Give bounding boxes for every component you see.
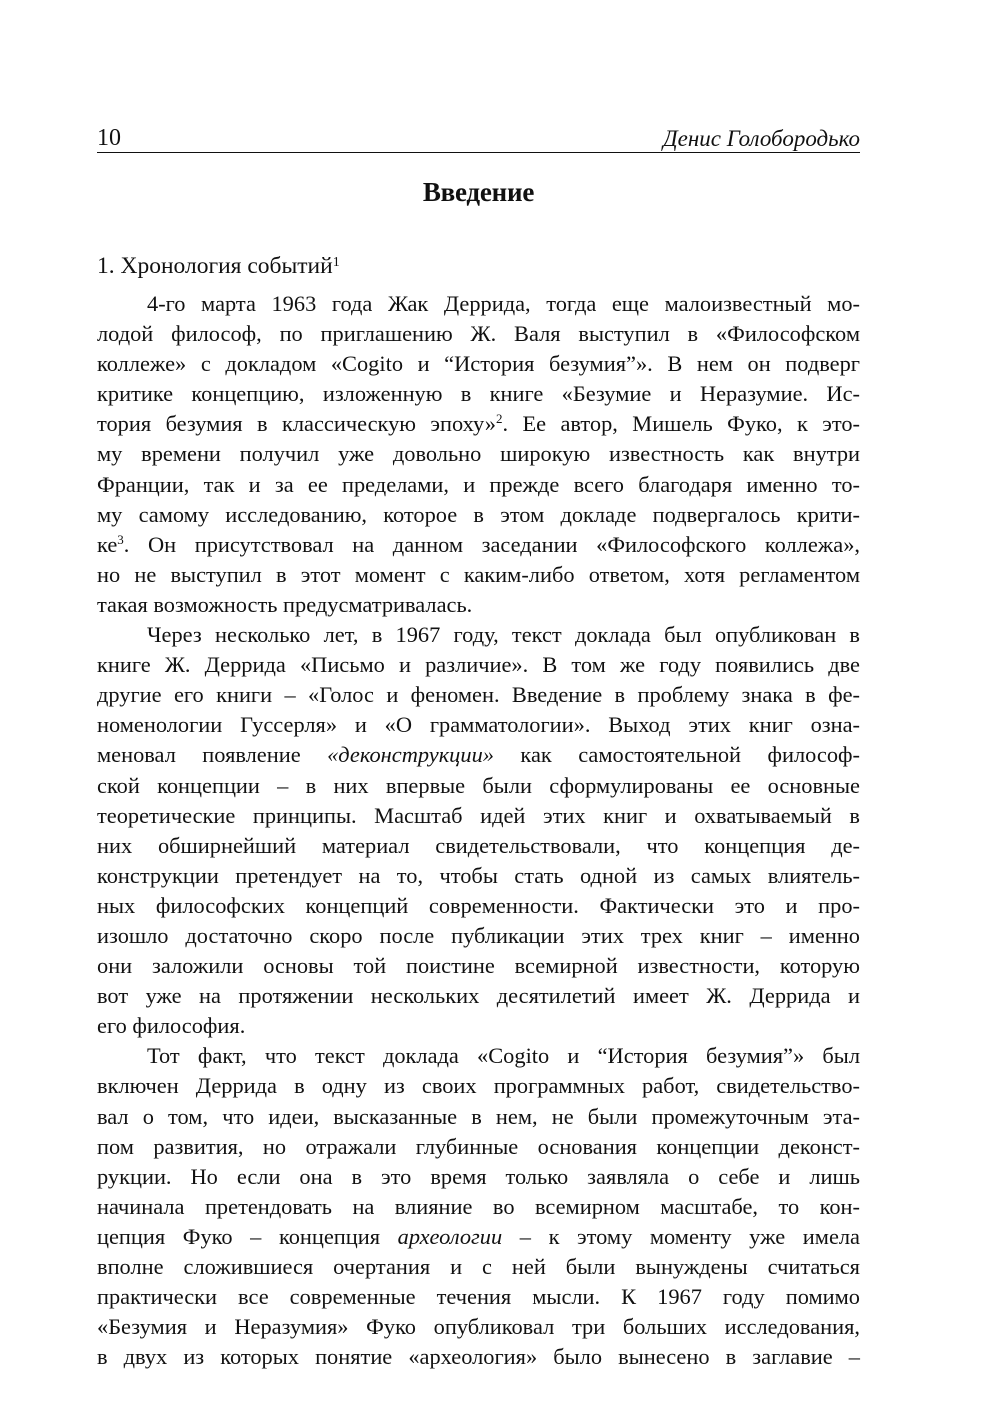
page-number: 10 xyxy=(97,125,121,151)
text-line: включен Деррида в одну из своих программных работ, свидетельство- xyxy=(97,1073,860,1099)
text-line: номенологии Гуссерля» и «О грамматологии». Выход этих книг озна- xyxy=(97,712,860,738)
text-line: пом развития, но отражали глубинные основания концепции деконст- xyxy=(97,1133,860,1159)
text-line: изошло достаточно скоро после публикации этих трех книг – именно xyxy=(97,922,860,948)
text-fragment: – к этому моменту уже имела xyxy=(502,1223,860,1249)
text-line xyxy=(97,530,860,560)
footnote-mark: 3 xyxy=(117,531,124,547)
text-line: лодой философ, по приглашению Ж. Валя выступил в «Философском xyxy=(97,321,860,347)
text-line xyxy=(97,409,860,439)
emphasized-term: археологии xyxy=(397,1223,503,1249)
section-heading-text: 1. Хронология событий xyxy=(97,253,333,279)
text-line: «Безумия и Неразумия» Фуко опубликовал три больших исследования, xyxy=(97,1314,860,1340)
text-line: но не выступил в этот момент с каким-либо ответом, хотя регламентом xyxy=(97,561,860,587)
paragraph-3 xyxy=(97,1041,860,1372)
text-line: они заложили основы той поистине всемирной известности, которую xyxy=(97,953,860,979)
paragraph-1 xyxy=(97,289,860,620)
paragraph-2 xyxy=(97,620,860,1041)
text-fragment: цепция Фуко – концепция xyxy=(97,1223,398,1249)
text-line xyxy=(97,740,860,770)
text-line: вполне сложившиеся очертания и с ней были вынуждены считаться xyxy=(97,1254,860,1279)
chapter-title: Введение xyxy=(422,177,535,207)
emphasized-term: «деконструкции» xyxy=(327,742,494,768)
text-fragment: . Он присутствовал на данном заседании «Философского коллежа», xyxy=(123,531,860,557)
text-line: критике концепцию, изложенную в книге «Безумие и Неразумие. Ис- xyxy=(97,381,860,407)
text-line xyxy=(97,1222,860,1252)
text-line: вот уже на протяжении нескольких десятилетий имеет Ж. Деррида и xyxy=(97,983,860,1009)
page-header xyxy=(97,118,860,153)
text-fragment: . Ее автор, Мишель Фуко, к это- xyxy=(502,411,860,437)
text-line: рукции. Но если она в это время только заявляла о себе и лишь xyxy=(97,1163,860,1189)
text-line: му времени получил уже довольно широкую известность как внутри xyxy=(97,441,860,467)
footnote-mark: 2 xyxy=(495,411,503,427)
text-line: вал о том, что идеи, высказанные в нем, не были промежуточным эта- xyxy=(97,1103,860,1129)
text-line: них обширнейший материал свидетельствовали, что концепция де- xyxy=(97,832,860,858)
text-line: ных философских концепций современности. Фактически это и про- xyxy=(97,892,860,918)
text-fragment: как самостоятельной философ- xyxy=(493,742,860,768)
text-line: другие его книги – «Голос и феномен. Введение в проблему знака в фе- xyxy=(97,682,860,708)
text-line: такая возможность предусматривалась. xyxy=(97,591,473,617)
text-line: Тот факт, что текст доклада «Cogito и “История безумия”» был xyxy=(147,1043,860,1069)
running-head-author: Денис Голобородько xyxy=(663,126,860,151)
text-line: Через несколько лет, в 1967 году, текст доклада был опубликован в xyxy=(147,622,860,648)
body-text xyxy=(97,289,860,1372)
text-line: конструкции претендует на то, чтобы стать одной из самых влиятель- xyxy=(97,862,860,888)
text-line: книге Ж. Деррида «Письмо и различие». В том же году появились две xyxy=(97,652,860,678)
text-line: му самому исследованию, которое в этом докладе подвергалось крити- xyxy=(97,501,860,527)
text-line: Франции, так и за ее пределами, и прежде всего благодаря именно то- xyxy=(97,471,860,497)
text-line: его философия. xyxy=(97,1013,246,1039)
text-line: начинала претендовать на влияние во всемирном масштабе, то кон- xyxy=(97,1193,860,1219)
text-line: в двух из которых понятие «археология» было вынесено в заглавие – xyxy=(97,1344,860,1370)
text-line: практически все современные течения мысли. К 1967 году помимо xyxy=(97,1284,860,1310)
footnote-mark: 1 xyxy=(332,255,340,270)
section-heading xyxy=(97,251,340,282)
text-line: теоретические принципы. Масштаб идей этих книг и охватываемый в xyxy=(97,802,860,828)
text-fragment: ке xyxy=(97,531,118,557)
text-line: ской концепции – в них впервые были сформулированы ее основные xyxy=(97,772,860,798)
text-fragment: меновал появление xyxy=(97,742,328,768)
text-line: коллеже» с докладом «Cogito и “История безумия”». В нем он подверг xyxy=(97,351,860,377)
text-line: 4-го марта 1963 года Жак Деррида, тогда еще малоизвестный мо- xyxy=(147,291,860,316)
text-fragment: тория безумия в классическую эпоху» xyxy=(97,411,496,437)
